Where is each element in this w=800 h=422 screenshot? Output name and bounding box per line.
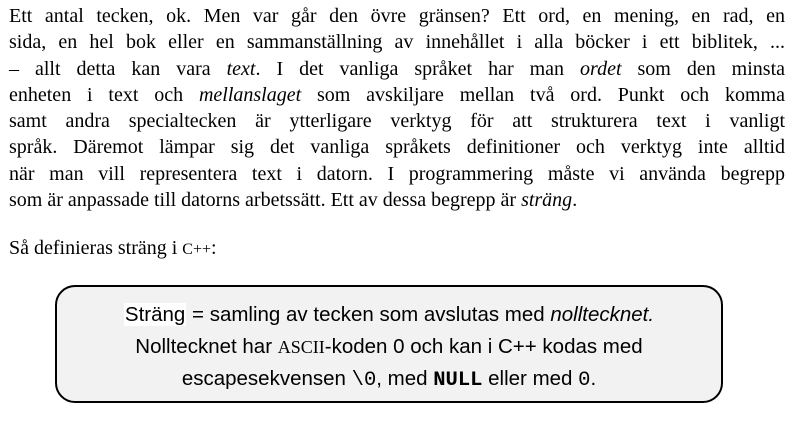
definition-term: Sträng	[124, 303, 186, 326]
text-run: som är anpassade till datorns arbetssätt. Ett av dessa begrepp är	[9, 189, 522, 212]
intro-colon: :	[211, 237, 217, 259]
definition-text: eller med	[482, 367, 579, 390]
definition-text: Nolltecknet har	[135, 335, 278, 358]
definition-line-1	[57, 302, 721, 328]
italic-term-strang: sträng	[521, 189, 573, 212]
text-run: . I det vanliga språket har man	[255, 57, 581, 80]
intro-language: C++	[182, 241, 211, 258]
italic-term-mellanslaget: mellanslaget	[198, 83, 302, 106]
definition-line-2	[57, 334, 721, 360]
text-run: .	[572, 189, 578, 212]
paragraph-line-8	[9, 187, 785, 213]
paragraph-line-4	[9, 82, 785, 108]
definition-text: = samling av tecken som avslutas med	[186, 303, 551, 326]
definition-text: -koden 0 och kan i C++ kodas med	[324, 335, 643, 358]
italic-term-text: text	[226, 57, 256, 80]
definition-text: escapesekvensen	[181, 367, 352, 390]
text-run: som avskiljare mellan två ord. Punkt och komma	[301, 83, 785, 106]
paragraph-line-1: Ett antal tecken, ok. Men var går den övre gränsen? Ett ord, en mening, en rad, en	[9, 5, 785, 27]
paragraph-line-6: språk. Däremot lämpar sig det vanliga språkets definitioner och verktyg inte alltid	[9, 136, 785, 159]
text-run: enheten i text och	[9, 83, 199, 106]
code-zero: 0	[578, 369, 591, 392]
ascii-label: ASCII	[277, 337, 325, 357]
definition-intro	[9, 235, 217, 263]
text-run: som den minsta	[621, 57, 786, 80]
paragraph-line-5: samt andra specialtecken är ytterligare verktyg för att strukturera text i vanligt	[9, 110, 785, 133]
definition-line-3	[57, 366, 721, 394]
definition-text: .	[590, 367, 597, 390]
paragraph-line-7: när man vill representera text i datorn. I programmering måste vi använda begrepp	[9, 162, 785, 185]
code-null: NULL	[433, 369, 483, 392]
body-paragraph	[9, 3, 785, 213]
italic-term-ordet: ordet	[580, 57, 622, 80]
paragraph-line-2: sida, en hel bok eller en sammanställning av innehållet i alla böcker i ett biblitek, ...	[9, 31, 785, 54]
paragraph-line-3	[9, 56, 785, 82]
code-escape-zero: \0	[351, 369, 377, 392]
definition-text: , med	[376, 367, 434, 390]
definition-italic-term: nolltecknet.	[550, 303, 655, 326]
intro-text: Så definieras sträng i	[9, 237, 183, 259]
definition-box	[55, 285, 723, 403]
text-run: – allt detta kan vara	[9, 57, 227, 80]
